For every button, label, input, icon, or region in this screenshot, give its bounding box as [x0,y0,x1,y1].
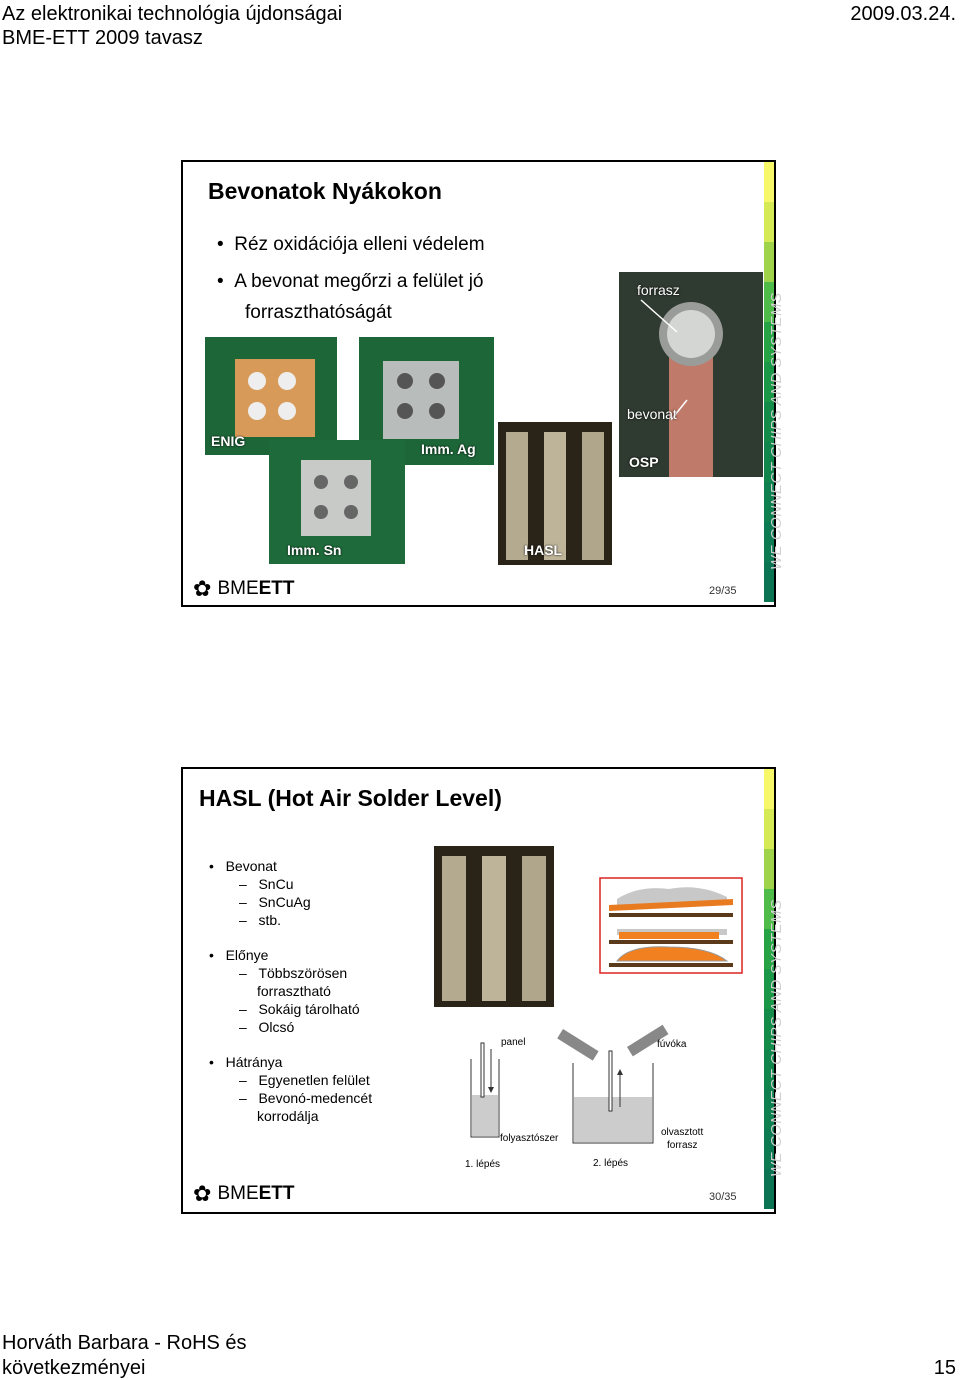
sub-item-cont: forrasztható [257,983,331,999]
label-olvasztott: olvasztott [661,1127,704,1138]
bullet-hatranya: • Hátránya [209,1054,283,1070]
sub-item-cont: korrodálja [257,1108,319,1124]
label-step1: 1. lépés [465,1159,501,1170]
label-osp: OSP [629,454,659,470]
slide-29 [181,160,785,607]
label-step2: 2. lépés [593,1158,629,1169]
bmeett-logo: ✿ BMEETT [193,1181,295,1206]
imm-sn-photo [269,440,405,564]
label-enig: ENIG [211,433,246,449]
label-forrasz: forrasz [637,282,680,298]
bullet-elonye: • Előnye [209,947,269,963]
osp-photo [619,272,763,477]
slide-30 [181,767,785,1214]
slide-title: HASL (Hot Air Solder Level) [199,785,502,811]
bullet-2: • A bevonat megőrzi a felület jó [217,271,484,292]
sub-item: – Egyenetlen felület [239,1072,370,1088]
coating-cross-section [599,877,744,975]
slide-page: 30/35 [709,1191,737,1203]
side-slogan: WE CONNECT CHIPS AND SYSTEMS [768,292,785,570]
sub-item: – Sokáig tárolható [239,1001,360,1017]
sub-item: – Olcsó [239,1019,295,1035]
slide-title: Bevonatok Nyákokon [208,178,442,204]
side-slogan: WE CONNECT CHIPS AND SYSTEMS [768,899,785,1177]
sub-item: – Többszörösen [239,965,348,981]
sub-item: – Bevonó-medencét [239,1090,373,1106]
label-hasl: HASL [524,542,563,558]
sub-item: – SnCuAg [239,894,311,910]
bullet-bevonat: • Bevonat [209,858,277,874]
bullet-2-cont: forraszthatóságát [245,302,392,323]
label-imm-ag: Imm. Ag [421,441,476,457]
hasl-photo [498,422,612,565]
enig-photo [205,337,337,455]
bmeett-logo: ✿ BMEETT [193,576,295,601]
semester: BME-ETT 2009 tavasz [2,27,203,49]
bullet-1: • Réz oxidációja elleni védelem [217,234,485,255]
label-bevonat: bevonat [627,406,677,422]
label-fuvoka: fúvóka [657,1039,687,1050]
author-line2: következményei [2,1357,146,1379]
slide-page: 29/35 [709,585,737,597]
course-title: Az elektronikai technológia újdonságai [2,3,343,25]
label-panel: panel [501,1037,526,1048]
sub-item: – SnCu [239,876,294,892]
logo-icon: ✿ [193,1181,212,1206]
label-folyasztoszer: folyasztószer [500,1133,559,1144]
label-imm-sn: Imm. Sn [287,542,342,558]
date: 2009.03.24. [850,3,956,25]
page-number: 15 [933,1357,956,1379]
logo-icon: ✿ [193,576,212,601]
author-line1: Horváth Barbara - RoHS és [2,1332,247,1354]
label-forrasz: forrasz [667,1140,698,1151]
hasl-closeup-photo [434,846,554,1007]
sub-item: – stb. [239,912,282,928]
